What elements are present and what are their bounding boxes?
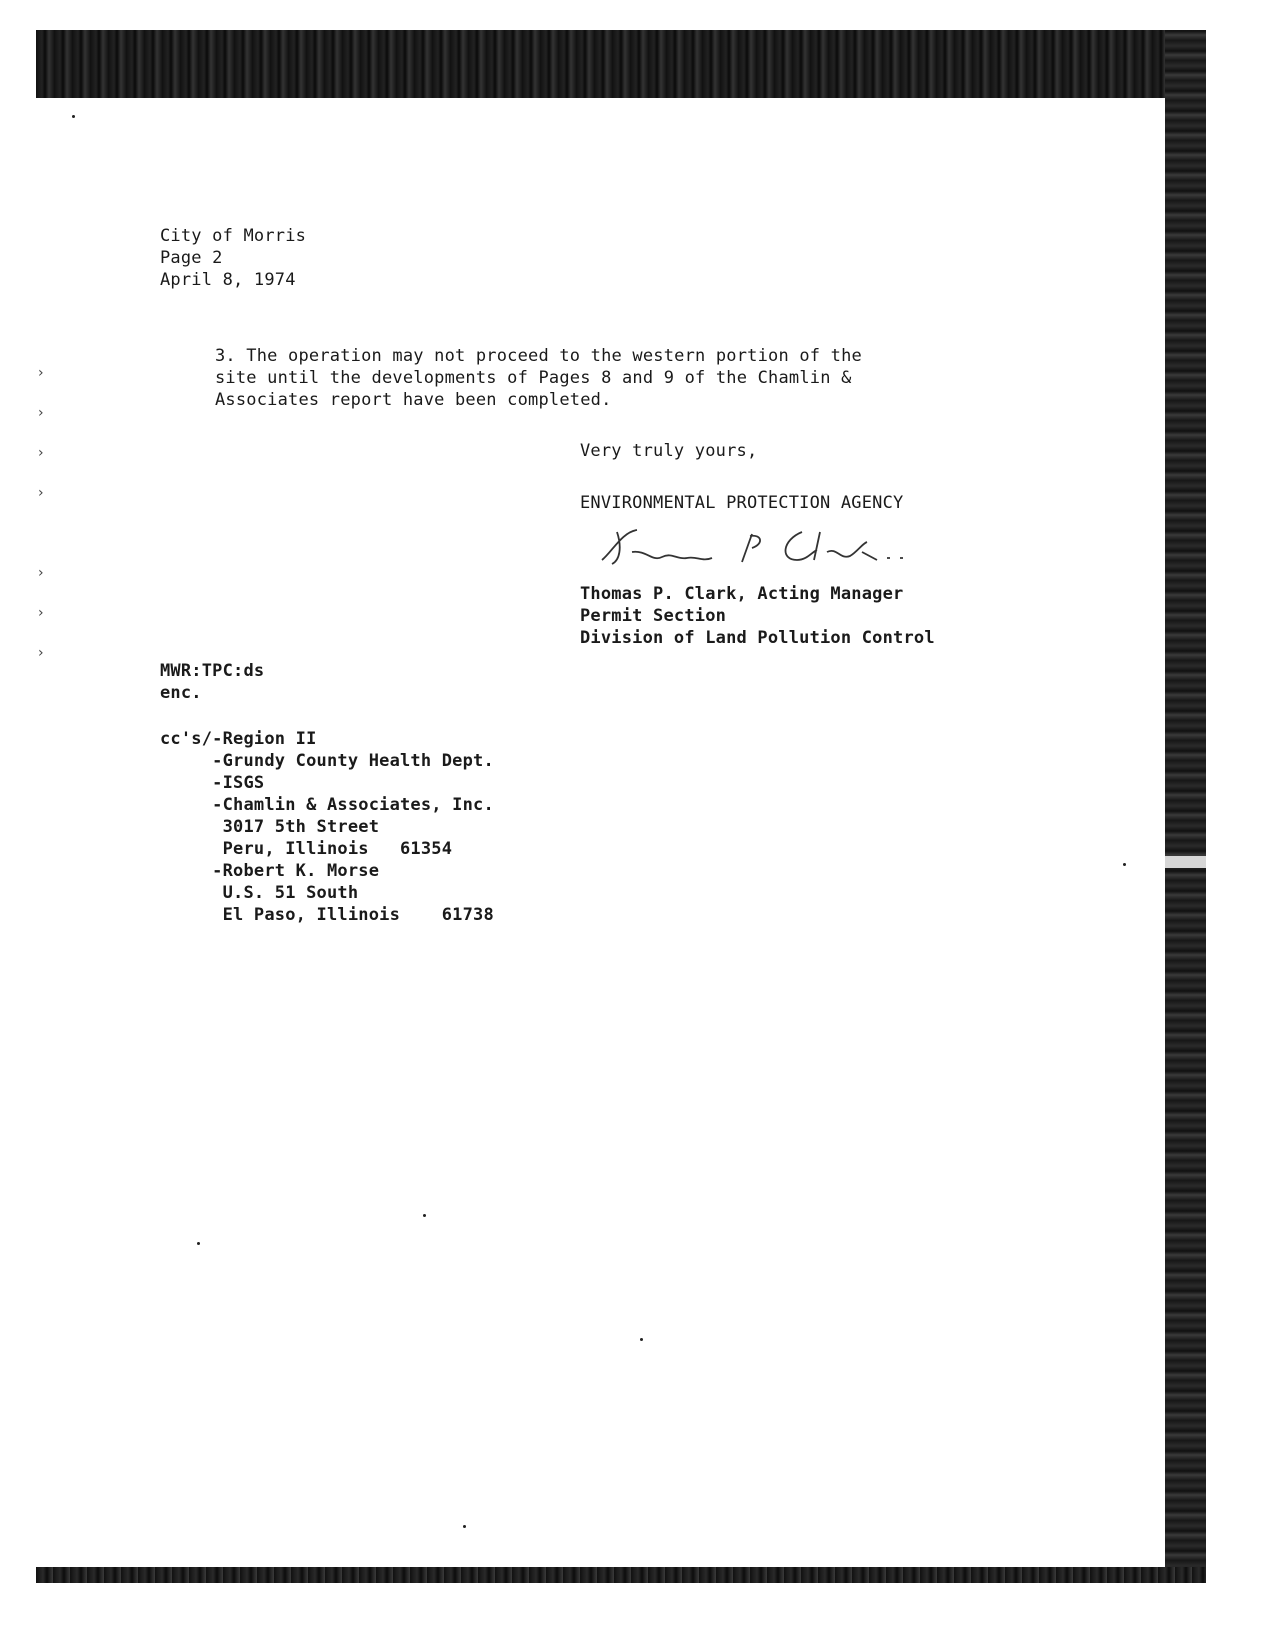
cc-recipient: -Robert K. Morse [160,861,380,881]
enclosure-note: enc. [160,683,202,703]
reference-initials: MWR:TPC:ds [160,661,265,681]
cc-label: cc's/-Region II [160,729,317,749]
scan-speck [423,1214,426,1217]
cc-address-line: 3017 5th Street [160,817,380,837]
cc-address-line: El Paso, Illinois 61738 [160,905,494,925]
cc-list [160,728,494,926]
letter-header [160,225,306,291]
scan-border-gap [1165,856,1206,868]
closing-salutation: Very truly yours, [580,441,758,461]
margin-mark: › [38,605,44,621]
cc-address-line: U.S. 51 South [160,883,359,903]
scan-speck [463,1525,466,1528]
agency-name: ENVIRONMENTAL PROTECTION AGENCY [580,493,904,513]
cc-recipient: -Grundy County Health Dept. [160,751,494,771]
margin-mark: › [38,405,44,421]
cc-recipient: -Chamlin & Associates, Inc. [160,795,494,815]
cc-address-line: Peru, Illinois 61354 [160,839,453,859]
margin-mark: › [38,645,44,661]
page-number: Page 2 [160,248,223,268]
scan-speck [1123,863,1126,866]
margin-mark: › [38,565,44,581]
margin-mark: › [38,485,44,501]
signatory-block [580,583,935,649]
cc-recipient: -ISGS [160,773,265,793]
signatory-division: Division of Land Pollution Control [580,628,935,648]
signatory-section: Permit Section [580,606,727,626]
scan-border-top [36,30,1206,98]
scan-speck [72,115,75,118]
body-paragraph: 3. The operation may not proceed to the western portion of the site until the developments of Pages 8 and 9 of the Chamlin & Associates report have been completed. [215,346,862,410]
handwritten-signature [592,522,932,572]
scan-speck [640,1338,643,1341]
scan-border-bottom [36,1567,1206,1583]
margin-mark: › [38,445,44,461]
reference-block [160,660,264,704]
scan-speck [197,1242,200,1245]
letter-date: April 8, 1974 [160,270,296,290]
scan-border-right [1165,30,1206,1580]
margin-mark: › [38,365,44,381]
recipient-line: City of Morris [160,226,307,246]
signatory-name: Thomas P. Clark, Acting Manager [580,584,904,604]
